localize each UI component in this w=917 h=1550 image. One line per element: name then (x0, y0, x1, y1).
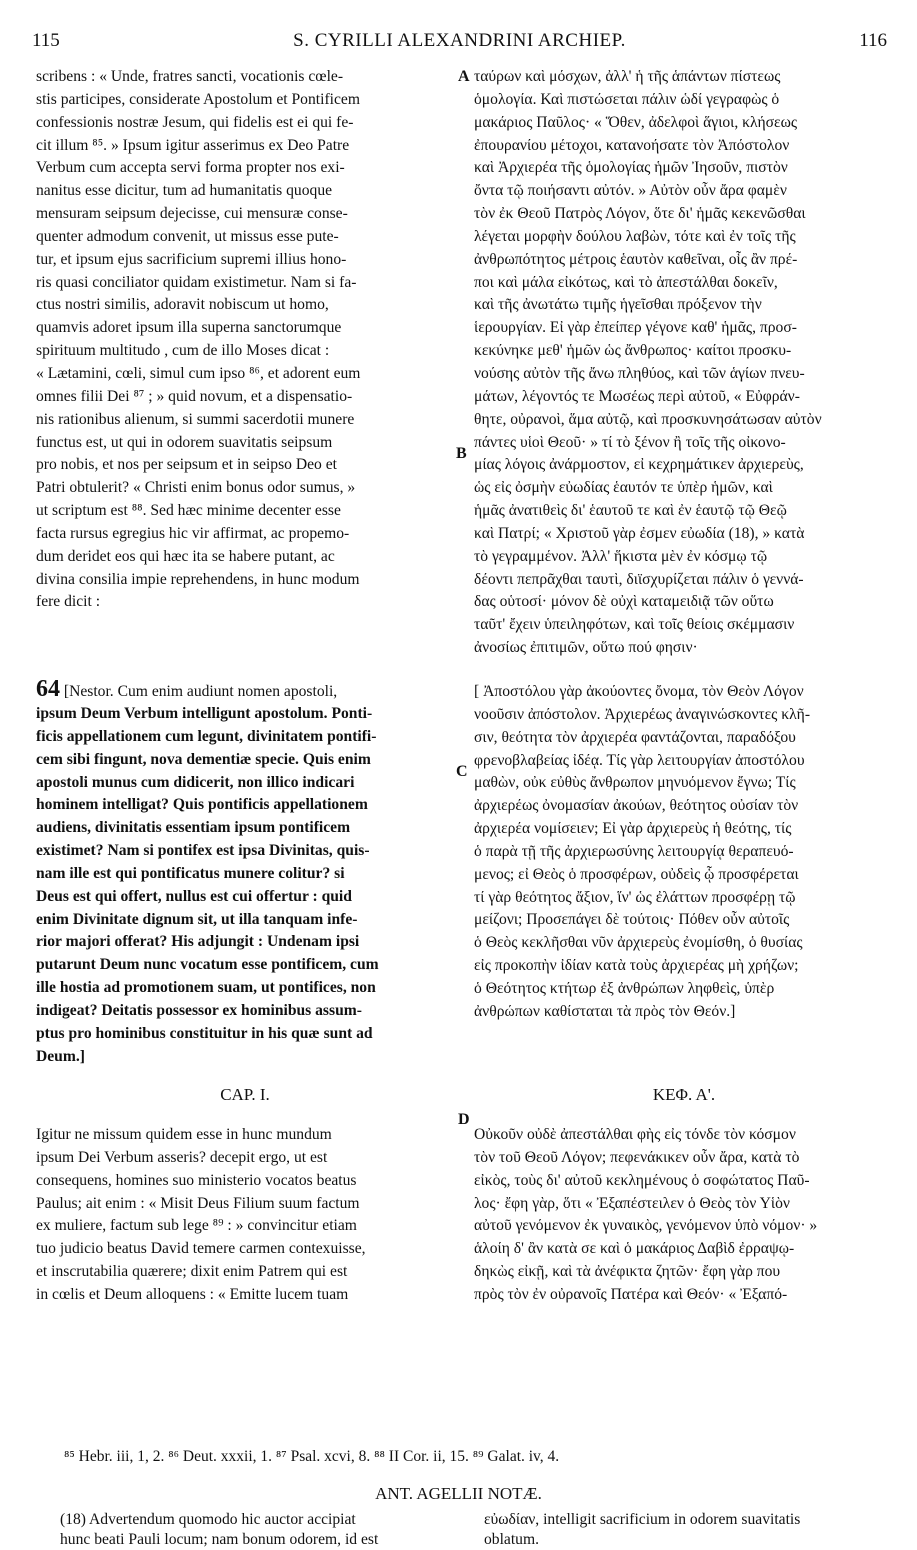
margin-mark-a: A (458, 68, 470, 85)
latin-nestor-opening: [Nestor. Cum enim audiunt nomen apostoli, (60, 683, 338, 700)
margin-mark-b: B (456, 445, 467, 462)
notes-title: ANT. AGELLII NOTÆ. (375, 1484, 542, 1503)
latin-text-block-1: scribens : « Unde, fratres sancti, vocationis cœle- stis participes, considerate Apostolum et Pontificem confessionis nostræ Jesum, qui fidelis est ei qui fe- cit illum ⁸⁵. » Ipsum igitur asserimus ex Deo Patre Verbum cum accepta servi forma propter nos exi- nanitus esse dicitur, tum ad humanitatis quoque mensuram seipsum dejecisse, cui mensuræ conse- quenter admodum convenit, ut missus esse pute- tur, et ipsum ejus sacrificium supremi illius hono- ris quasi conciliator quidam existimetur. Nam si fa- ctus nostri similis, adoravit nobiscum ut homo, quamvis adoret ipsum illa superna sanctorumque spirituum multitudo , cum de illo Moses dicat : « Lætamini, cœli, simul cum ipso ⁸⁶, et adorent eum omnes filii Dei ⁸⁷ ; » quid novum, et a dispensatio- nis rationibus alienum, si summi sacerdotii munere functus est, ut qui in odorem suavitatis seipsum pro nobis, et nos per seipsum et in seipso Deo et Patri obtulerit? « Christi enim bonus odor sumus, » ut scriptum est ⁸⁸. Sed hæc minime decenter esse facta rursus egregius hic vir affirmat, ac propemo- dum deridet eos qui hæc ita se habere putant, ac divina consilia impie reprehendens, in hunc modum fere dicit : (36, 68, 361, 611)
margin-mark-c: C (456, 763, 468, 780)
page-header (32, 30, 887, 56)
footnotes: ⁸⁵ Hebr. iii, 1, 2. ⁸⁶ Deut. xxxii, 1. ⁸⁷ Psal. xcvi, 8. ⁸⁸ II Cor. ii, 15. ⁸⁹ Galat. iv, 4. (64, 1448, 560, 1465)
section-number: 64 (36, 676, 60, 702)
margin-mark-d: D (458, 1111, 470, 1128)
greek-text-block-2: [ Ἀποστόλου γὰρ ἀκούοντες ὄνομα, τὸν Θεὸν Λόγον νοοῦσιν ἀπόστολον. Ἀρχιερέως ἀναγινώσκοντες κλῆ- σιν, θεότητα τὸν ἀρχιερέα φαντάζονται, παραδόξου φρενοβλαβείας ἰδέᾳ. Τίς γὰρ λειτουργίαν ἀποστόλου μαθὼν, οὐκ εὐθὺς ἄνθρωπον μηνυόμενον ἔγνω; Τίς ἀρχιερέως ὀνομασίαν ἀκούων, θεότητος οὐσίαν τὸν ἀρχιερέα νομίσειεν; Εἰ γὰρ ἀρχιερεὺς ἡ θεότης, τίς ὁ παρὰ τῇ τῆς ἀρχιερωσύνης λειτουργίᾳ θεραπευό- μενος; εἰ Θεὸς ὁ προσφέρων, οὐδεὶς ᾧ προσφέρεται τί γὰρ θεότητος ἄξιον, ἵν' ὡς ἐλάττων προσφέρῃ τῷ μείζονι; Προσεπάγει δὲ τούτοις· Πόθεν οὖν αὐτοῖς ὁ Θεὸς κεκλῆσθαι νῦν ἀρχιερεὺς ἐνομίσθη, ὁ θυσίας εἰς προκοπὴν ἰδίαν κατὰ τοὺς ἀρχιερέας μὴ χρήζων; ὁ Θεότητος κτήτωρ ἐξ ἀνθρώπων ληφθεὶς, ὑπὲρ ἀνθρώπων καθίσταται τὰ πρὸς τὸν Θεόν.] (474, 683, 811, 1020)
page-number-left: 115 (32, 30, 60, 51)
running-title: S. CYRILLI ALEXANDRINI ARCHIEP. (293, 30, 626, 51)
latin-chapter-title: CAP. I. (220, 1085, 270, 1104)
latin-text-block-2: ipsum Deum Verbum intelligunt apostolum. Ponti- ficis appellationem cum legunt, divinitatem pontifi- cem sibi fingunt, nova dementiæ specie. Quis enim apostoli munus cum didicerit, non illico indicari hominem intelligat? Quis pontificis appellationem audiens, divinitatis essentiam ipsum pontificem existimet? Nam si pontifex est ipsa Divinitas, quis- nam ille est qui pontificatus munere colitur? si Deus est qui offert, nullus est cui offertur : quid enim Divinitate dignum sit, ut illa tanquam infe- rior majori offerat? His adjungit : Undenam ipsi putarunt Deum nunc vocatum esse pontificem, cum ille hostia ad promotionem suam, ut pontifices, non indigeat? Deitatis possessor ex hominibus assum- ptus pro hominibus constituitur in his quæ sunt ad Deum.] (36, 705, 379, 1065)
greek-text-block-1: ταύρων καὶ μόσχων, ἀλλ' ἡ τῆς ἁπάντων πίστεως ὁμολογία. Καὶ πιστώσεται πάλιν ὡδί γεγραφὼς ὁ μακάριος Παῦλος· « Ὅθεν, ἀδελφοὶ ἅγιοι, κλήσεως ἐπουρανίου μέτοχοι, κατανοήσατε τὸν Ἀπόστολον καὶ Ἀρχιερέα τῆς ὁμολογίας ἡμῶν Ἰησοῦν, πιστὸν ὄντα τῷ ποιήσαντι αὐτόν. » Αὐτὸν οὖν ἄρα φαμὲν τὸν ἐκ Θεοῦ Πατρὸς Λόγον, ὅτε δι' ἡμᾶς κεκενῶσθαι λέγεται μορφὴν δούλου λαβὼν, τότε καὶ ἐν τοῖς τῆς ἀνθρωπότητος μέτροις ἑαυτὸν καθεῖναι, οἷς ἂν πρέ- ποι καὶ μάλα εἰκότως, καὶ τὸ ἀπεστάλθαι δοκεῖν, καὶ τῆς ἀνωτάτω τιμῆς ἡγεῖσθαι πρόξενον τὴν ἱερουργίαν. Εἰ γὰρ ἐπείπερ γέγονε καθ' ἡμᾶς, προσ- κεκύνηκε μεθ' ἡμῶν ὡς ἄνθρωπος· καίτοι προσκυ- νούσης αὐτὸν τῆς ἄνω πληθύος, καὶ τῶν ἁγίων πνευ- μάτων, λέγοντός τε Μωσέως περὶ αὐτοῦ, « Εὐφράν- θητε, οὐρανοὶ, ἅμα αὐτῷ, καὶ προσκυνησάτωσαν αὐτὸν πάντες υἱοὶ Θεοῦ· » τί τὸ ξένον ἢ τοῖς τῆς οἰκονο- μίας λόγοις ἀνάρμοστον, εἰ κεχρημάτικεν ἀρχιερεὺς, ὡς εἰς ὀσμὴν εὐωδίας ἑαυτόν τε ὑπὲρ ἡμῶν, καὶ ἡμᾶς ἀνατιθεὶς δι' ἑαυτοῦ τε καὶ ἐν ἑαυτῷ τῷ Θεῷ καὶ Πατρί; « Χριστοῦ γὰρ ἐσμεν εὐωδία (18), » κατὰ τὸ γεγραμμένον. Ἀλλ' ἥκιστα μὲν ἐν κόσμῳ τῷ δέοντι πεπρᾶχθαι ταυτὶ, διϊσχυρίζεται πάλιν ὁ γεννά- δας οὑτοσί· μόνον δὲ οὐχὶ καταμειδιᾷ τῶν οὕτω ταῦτ' ἔχειν ὑπειληφότων, καὶ τοῖς θείοις σκέμμασιν ἀνοσίως ἐπιτιμῶν, οὕτω πού φησιν· (474, 68, 822, 657)
page-number-right: 116 (859, 30, 887, 51)
greek-chapter-title: ΚΕΦ. Α'. (652, 1085, 716, 1104)
note-right-column: εὐωδίαν, intelligit sacrificium in odorem suavitatis oblatum. (484, 1511, 801, 1548)
note-left-column: (18) Advertendum quomodo hic auctor accipiat hunc beati Pauli locum; nam bonum odorem, id est (60, 1511, 379, 1548)
greek-text-block-3: Οὐκοῦν οὐδὲ ἀπεστάλθαι φὴς εἰς τόνδε τὸν κόσμον τὸν τοῦ Θεοῦ Λόγον; πεφενάκικεν οὖν ἄρα, κατὰ τὸ εἰκὸς, τοὺς δι' αὐτοῦ κεκλημένους ὁ σοφώτατος Παῦ- λος· ἔφη γὰρ, ὅτι « Ἐξαπέστειλεν ὁ Θεὸς τὸν Υἱὸν αὐτοῦ γενόμενον ἐκ γυναικὸς, γενόμενον ὑπὸ νόμον· » ἁλοίη δ' ἂν κατὰ σε καὶ ὁ μακάριος Δαβὶδ ἐρραψῳ- δηκὼς εἰκῇ, καὶ τὰ ἀνέφικτα ζητῶν· ἔφη γὰρ που πρὸς τὸν ἐν οὐρανοῖς Πατέρα καὶ Θεόν· « Ἐξαπό- (474, 1126, 818, 1303)
latin-text-block-3: Igitur ne missum quidem esse in hunc mundum ipsum Dei Verbum asseris? decepit ergo, ut est consequens, homines suo ministerio vocatos beatus Paulus; ait enim : « Misit Deus Filium suum factum ex muliere, factum sub lege ⁸⁹ : » convincitur etiam tuo judicio beatus David temere carmen contexuisse, et inscrutabilia quærere; dixit enim Patrem qui est in cœlis et Deum alloquens : « Emitte lucem tuam (36, 1126, 366, 1303)
latin-nestor-first-line (36, 678, 454, 704)
